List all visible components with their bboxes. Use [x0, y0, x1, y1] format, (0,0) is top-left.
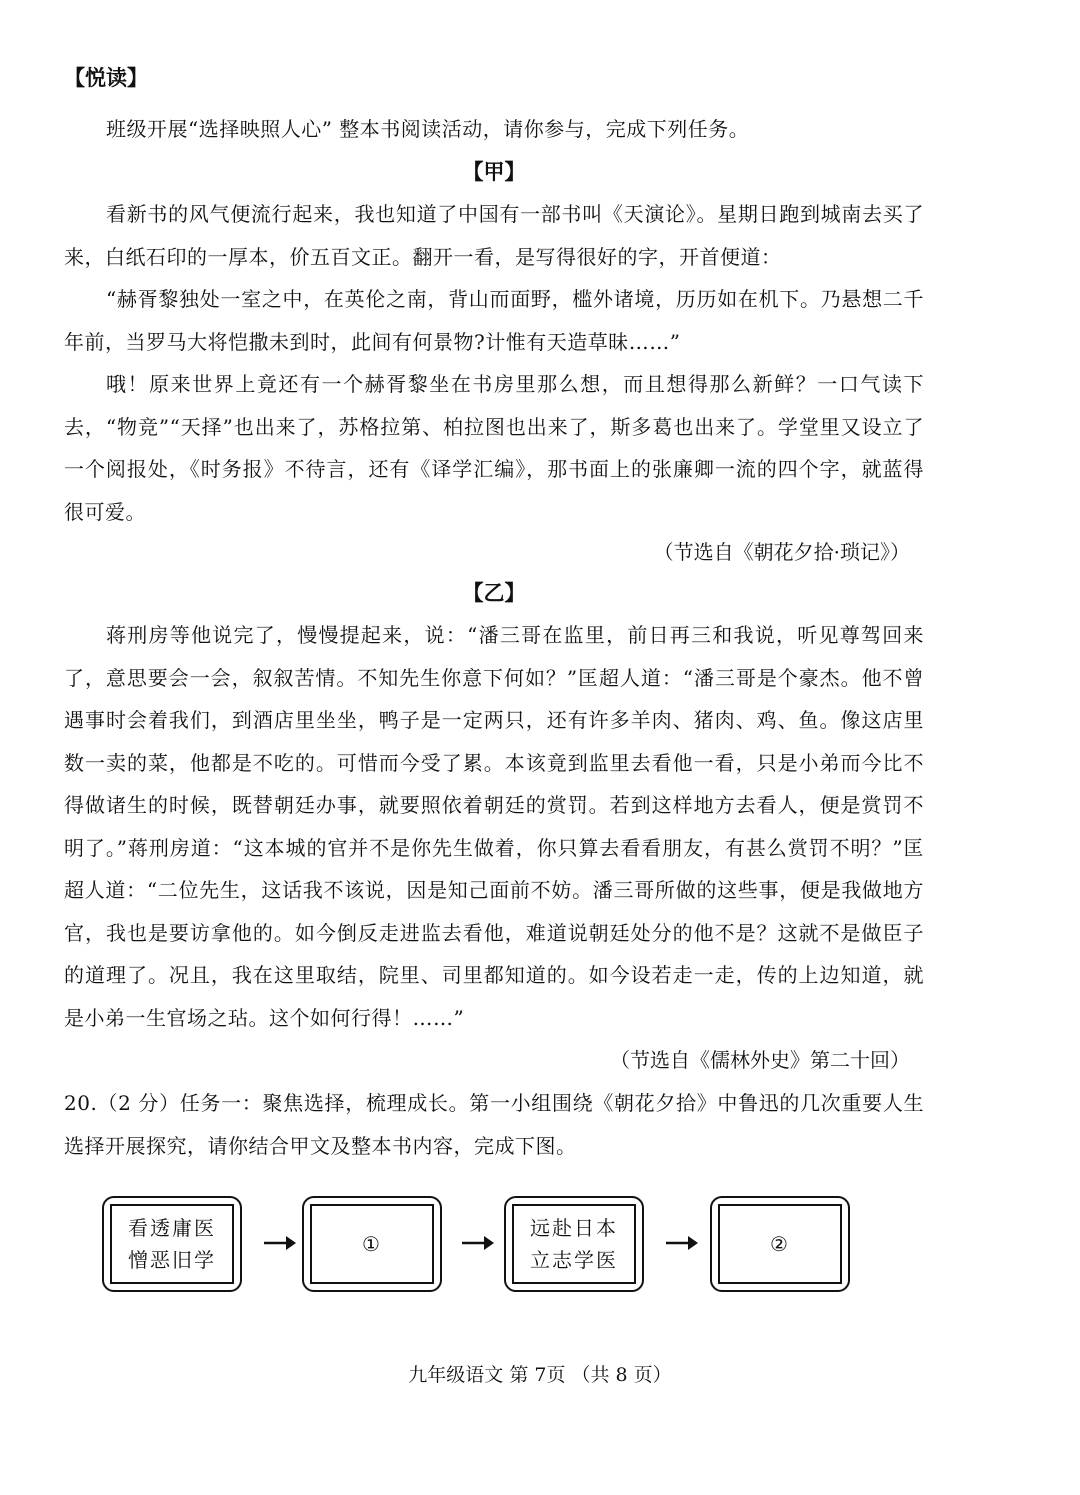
flowchart [102, 1196, 862, 1296]
right-arrow-icon [262, 1232, 298, 1254]
text-a-source: （节选自《朝花夕拾·琐记》） [653, 540, 910, 564]
flow-box-1 [102, 1196, 242, 1292]
text-b-heading: 【乙】 [462, 580, 526, 605]
right-arrow-icon [460, 1232, 496, 1254]
flow-box-2-label: ① [362, 1232, 382, 1256]
text-b-paragraph-1: 蒋刑房等他说完了，慢慢提起来，说：“潘三哥在监里，前日再三和我说，听见尊驾回来了，意思要会一会，叙叙苦情。不知先生你意下何如？”匡超人道：“潘三哥是个豪杰。他不曾遇事时会着我们，到酒店里坐坐，鸭子是一定两只，还有许多羊肉、猪肉、鸡、鱼。像这店里数一卖的菜，他都是不吃的。可惜而今受了累。本该竟到监里去看他一看，只是小弟而今比不得做诸生的时候，既替朝廷办事，就要照依着朝廷的赏罚。若到这样地方去看人，便是赏罚不明了。”蒋刑房道：“这本城的官并不是你先生做着，你只算去看看朋友，有甚么赏罚不明？”匡超人道：“二位先生，这话我不该说，因是知己面前不妨。潘三哥所做的这些事，便是我做地方官，我也是要访拿他的。如今倒反走进监去看他，难道说朝廷处分的他不是？这就不是做臣子的道理了。况且，我在这里取结，院里、司里都知道的。如今设若走一走，传的上边知道，就是小弟一生官场之玷。这个如何行得！……” [64, 623, 924, 1030]
question-20: 20.（2 分）任务一：聚焦选择，梳理成长。第一小组围绕《朝花夕拾》中鲁迅的几次重要人生选择开展探究，请你结合甲文及整本书内容，完成下图。 [64, 1091, 924, 1158]
flow-box-3-line-1: 远赴日本 [530, 1216, 618, 1240]
text-b-source: （节选自《儒林外史》第二十回） [610, 1048, 910, 1072]
flow-box-1-line-1: 看透庸医 [128, 1216, 216, 1240]
flow-box-1-line-2: 憎恶旧学 [128, 1248, 216, 1272]
flow-box-2-answer-blank[interactable] [302, 1196, 442, 1292]
flow-box-4-answer-blank[interactable] [710, 1196, 850, 1292]
page-footer: 九年级语文 第 7页 （共 8 页） [408, 1364, 672, 1386]
text-a-heading: 【甲】 [462, 159, 526, 184]
text-a-paragraph-3: 哦！原来世界上竟还有一个赫胥黎坐在书房里那么想，而且想得那么新鲜？一口气读下去，“物竞”“天择”也出来了，苏格拉第、柏拉图也出来了，斯多葛也出来了。学堂里又设立了一个阅报处，《时务报》不待言，还有《译学汇编》，那书面上的张廉卿一流的四个字，就蓝得很可爱。 [64, 372, 924, 524]
section-label: 【悦读】 [64, 65, 148, 90]
flow-box-3 [504, 1196, 644, 1292]
text-a-paragraph-1: 看新书的风气便流行起来，我也知道了中国有一部书叫《天演论》。星期日跑到城南去买了来，白纸石印的一厚本，价五百文正。翻开一看，是写得很好的字，开首便道： [64, 202, 924, 269]
right-arrow-icon [664, 1232, 700, 1254]
text-a-paragraph-2: “赫胥黎独处一室之中，在英伦之南，背山而面野，槛外诸境，历历如在机下。乃悬想二千年前，当罗马大将恺撒未到时，此间有何景物?计惟有天造草昧……” [64, 287, 924, 354]
flow-box-4-label: ② [770, 1232, 790, 1256]
intro-text: 班级开展“选择映照人心” 整本书阅读活动，请你参与，完成下列任务。 [106, 117, 750, 141]
flow-box-3-line-2: 立志学医 [530, 1248, 618, 1272]
